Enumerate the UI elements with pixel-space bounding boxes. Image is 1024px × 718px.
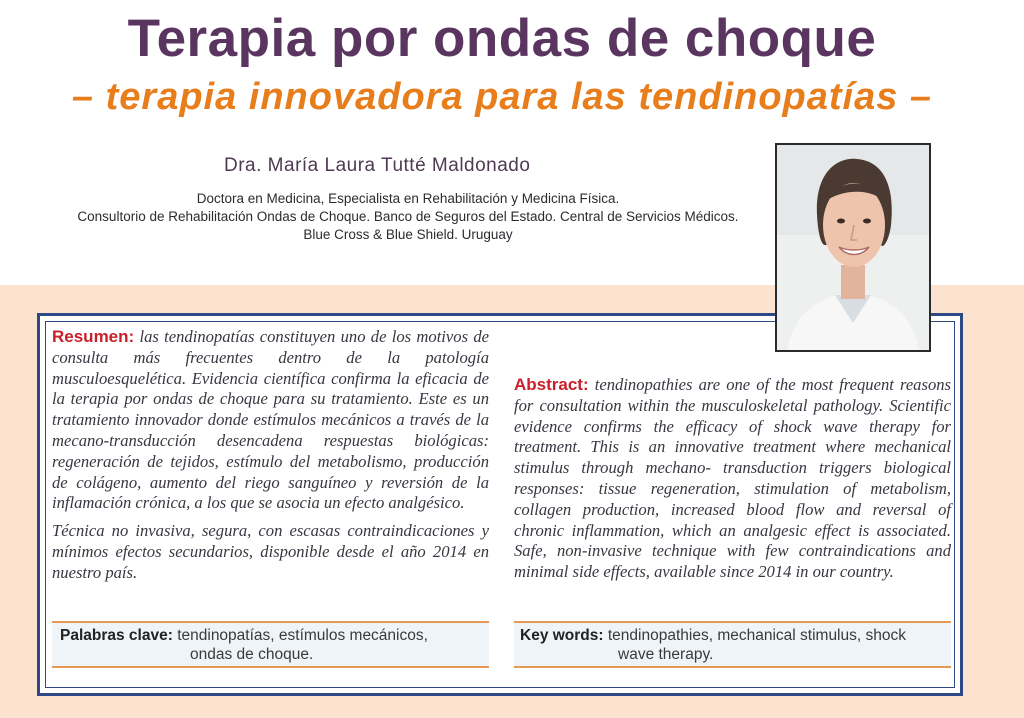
key-words-text: tendinopathies, mechanical stimulus, shock [607,627,906,644]
resumen-label: Resumen: [52,327,135,346]
palabras-clave-text-2: ondas de choque. [190,646,314,663]
resumen-section [52,327,489,591]
abstract-text: tendinopathies are one of the most frequent reasons for consultation within the musculoskeletal pathology. Scientific evidence confirms the efficacy of shock wave therapy for treatment. This is an innovative treatment where mechanical stimulus through mechano- transduction triggers biological responses: tissue regeneration, stimulation of metabolism, collagen production, increased blood flow and reversal of chronic inflammation, which an analgesic effect is associated. Safe, non-invasive technique with few contraindications and minimal side effects, available since 2014 in our country. [514,375,951,582]
key-words-box [514,621,951,668]
abstract-label: Abstract: [514,375,589,394]
author-name: Dra. María Laura Tutté Maldonado [224,155,531,176]
affiliation-line: Consultorio de Rehabilitación Ondas de Choque. Banco de Seguros del Estado. Central de Servicios Médicos. [77,209,739,224]
resumen-paragraph [52,327,489,514]
abstract-paragraph [514,375,951,583]
resumen-paragraph-2: Técnica no invasiva, segura, con escasas contraindicaciones y mínimos efectos secundarios, disponible desde el año 2014 en nuestro país. [52,521,489,582]
portrait-illustration [777,145,929,350]
palabras-clave-label: Palabras clave: [60,627,173,644]
article-title: Terapia por ondas de choque [127,9,877,68]
affiliation-line: Doctora en Medicina, Especialista en Rehabilitación y Medicina Física. [196,191,620,206]
article-subtitle: – terapia innovadora para las tendinopatías – [71,76,933,118]
key-words-text-2: wave therapy. [618,646,714,663]
key-words-label: Key words: [520,627,604,644]
resumen-text: las tendinopatías constituyen uno de los motivos de consulta más frecuentes dentro de la patología musculoesquelética. Evidencia científica confirma la eficacia de la terapia por ondas de choque para su tratamiento. Este es un tratamiento innovador donde estímulos mecánicos a través de la mecano-transducción desencadena respuestas biológicas: regeneración de tejidos, estímulo del metabolismo, producción de colágeno, aumento del riego sanguíneo y reversión de la inflamación crónica, a los que se asocia un efecto analgésico. [52,327,489,513]
palabras-clave-box [52,621,489,668]
palabras-clave-line [52,627,428,644]
abstract-section [514,375,951,590]
key-words-line [514,627,906,644]
author-affiliation [40,190,776,244]
author-portrait-icon [775,143,931,352]
palabras-clave-text: tendinopatías, estímulos mecánicos, [177,627,428,644]
affiliation-line: Blue Cross & Blue Shield. Uruguay [303,227,513,242]
